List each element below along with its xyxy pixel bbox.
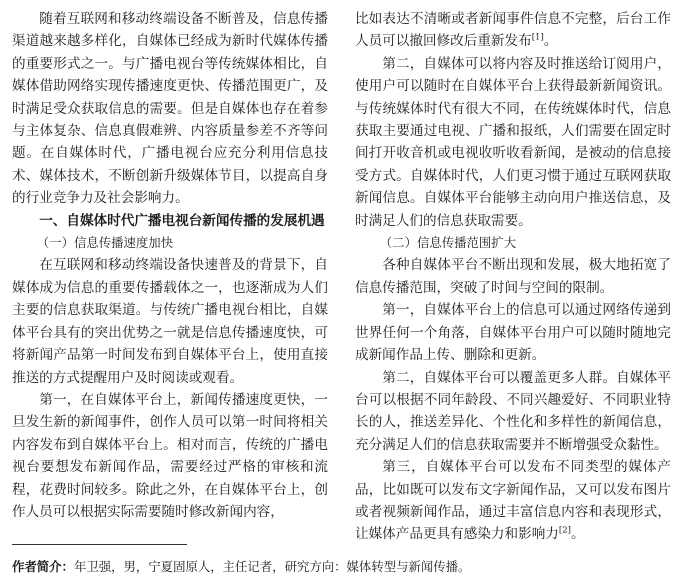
continuation-end: 。 [543, 33, 558, 50]
intro-paragraph: 随着互联网和移动终端设备不断普及，信息传播渠道越来越多样化，自媒体已经成为新时代媒体传播的重要形式之一。与广播电视台等传统媒体相比，自媒体借助网络实现传播速度更快、传播范围更广，及时满足受众获取信息的需要。但是自媒体也存在着参与主体复杂、信息真假难辨、内容质量参差不齐等问题。在自媒体时代，广播电视台应充分利用信息技术、媒体技术，不断创新升级媒体节目，以提高自身的行业竞争力及社会影响力。 [12, 11, 328, 207]
scope-third-text: 第三，自媒体平台可以发布不同类型的媒体产品，比如既可以发布文字新闻作品，又可以发布图片或者视频新闻作品，通过丰富信息内容和表现形式，让媒体产品更具有感染力和影响力 [355, 459, 671, 543]
paragraph-scope-third [355, 456, 671, 546]
left-column [12, 8, 328, 523]
continuation-text: 比如表达不清晰或者新闻事件信息不完整，后台工作人员可以撤回修改后重新发布 [355, 11, 671, 50]
footnote-label: 作者简介： [12, 559, 74, 574]
right-column [355, 8, 671, 546]
scope-third-end: 。 [570, 526, 585, 543]
reference-2: [2] [558, 525, 571, 536]
paragraph-continuation [355, 8, 671, 53]
paragraph-scope: 各种自媒体平台不断出现和发展，极大地拓宽了信息传播范围，突破了时间与空间的限制。 [355, 257, 671, 296]
subsection-heading-2: （二）信息传播范围扩大 [379, 235, 517, 251]
author-footnote [12, 558, 672, 576]
paragraph-scope-first: 第一，自媒体平台上的信息可以通过网络传递到世界任何一个角落，自媒体平台用户可以随时随地完成新闻作品上传、删除和更新。 [355, 302, 671, 364]
paragraph-speed: 在互联网和移动终端设备快速普及的背景下，自媒体成为信息的重要传播载体之一，也逐渐成为人们主要的信息获取渠道。与传统广播电视台相比，自媒体平台具有的突出优势之一就是信息传播速度快，可将新闻产品第一时间发布到自媒体平台上，使用直接推送的方式提醒用户及时阅读或观看。 [12, 257, 328, 386]
footnote-text: 年卫强，男，宁夏固原人，主任记者，研究方向：媒体转型与新闻传播。 [73, 559, 471, 574]
paragraph-second-point: 第二，自媒体可以将内容及时推送给订阅用户，使用户可以随时在自媒体平台上获得最新新闻资讯。与传统媒体时代有很大不同，在传统媒体时代，信息获取主要通过电视、广播和报纸，人们需要在固定时间打开收音机或电视收听收看新闻，是被动的信息接受方式。自媒体时代，人们更习惯于通过互联网获取新闻信息。自媒体平台能够主动向用户推送信息，及时满足人们的信息获取需要。 [355, 55, 671, 229]
section-heading-1: 一、自媒体时代广播电视台新闻传播的发展机遇 [39, 212, 325, 229]
paragraph-first-point: 第一，在自媒体平台上，新闻传播速度更快，一旦发生新的新闻事件，创作人员可以第一时间将相关内容发布到自媒体平台上。相对而言，传统的广播电视台要想发布新闻作品，需要经过严格的审核和流程，花费时间较多。除此之外，在自媒体平台上，创作人员可以根据实际需要随时修改新闻内容， [12, 391, 328, 520]
subsection-heading-1: （一）信息传播速度加快 [36, 235, 174, 251]
reference-1: [1] [531, 32, 544, 43]
footnote-divider [12, 544, 187, 545]
paragraph-scope-second: 第二，自媒体平台可以覆盖更多人群。自媒体平台可以根据不同年龄段、不同兴趣爱好、不同职业特长的人，推送差异化、个性化和多样性的新闻信息，充分满足人们的信息获取需要并不断增强受众黏性。 [355, 369, 671, 453]
